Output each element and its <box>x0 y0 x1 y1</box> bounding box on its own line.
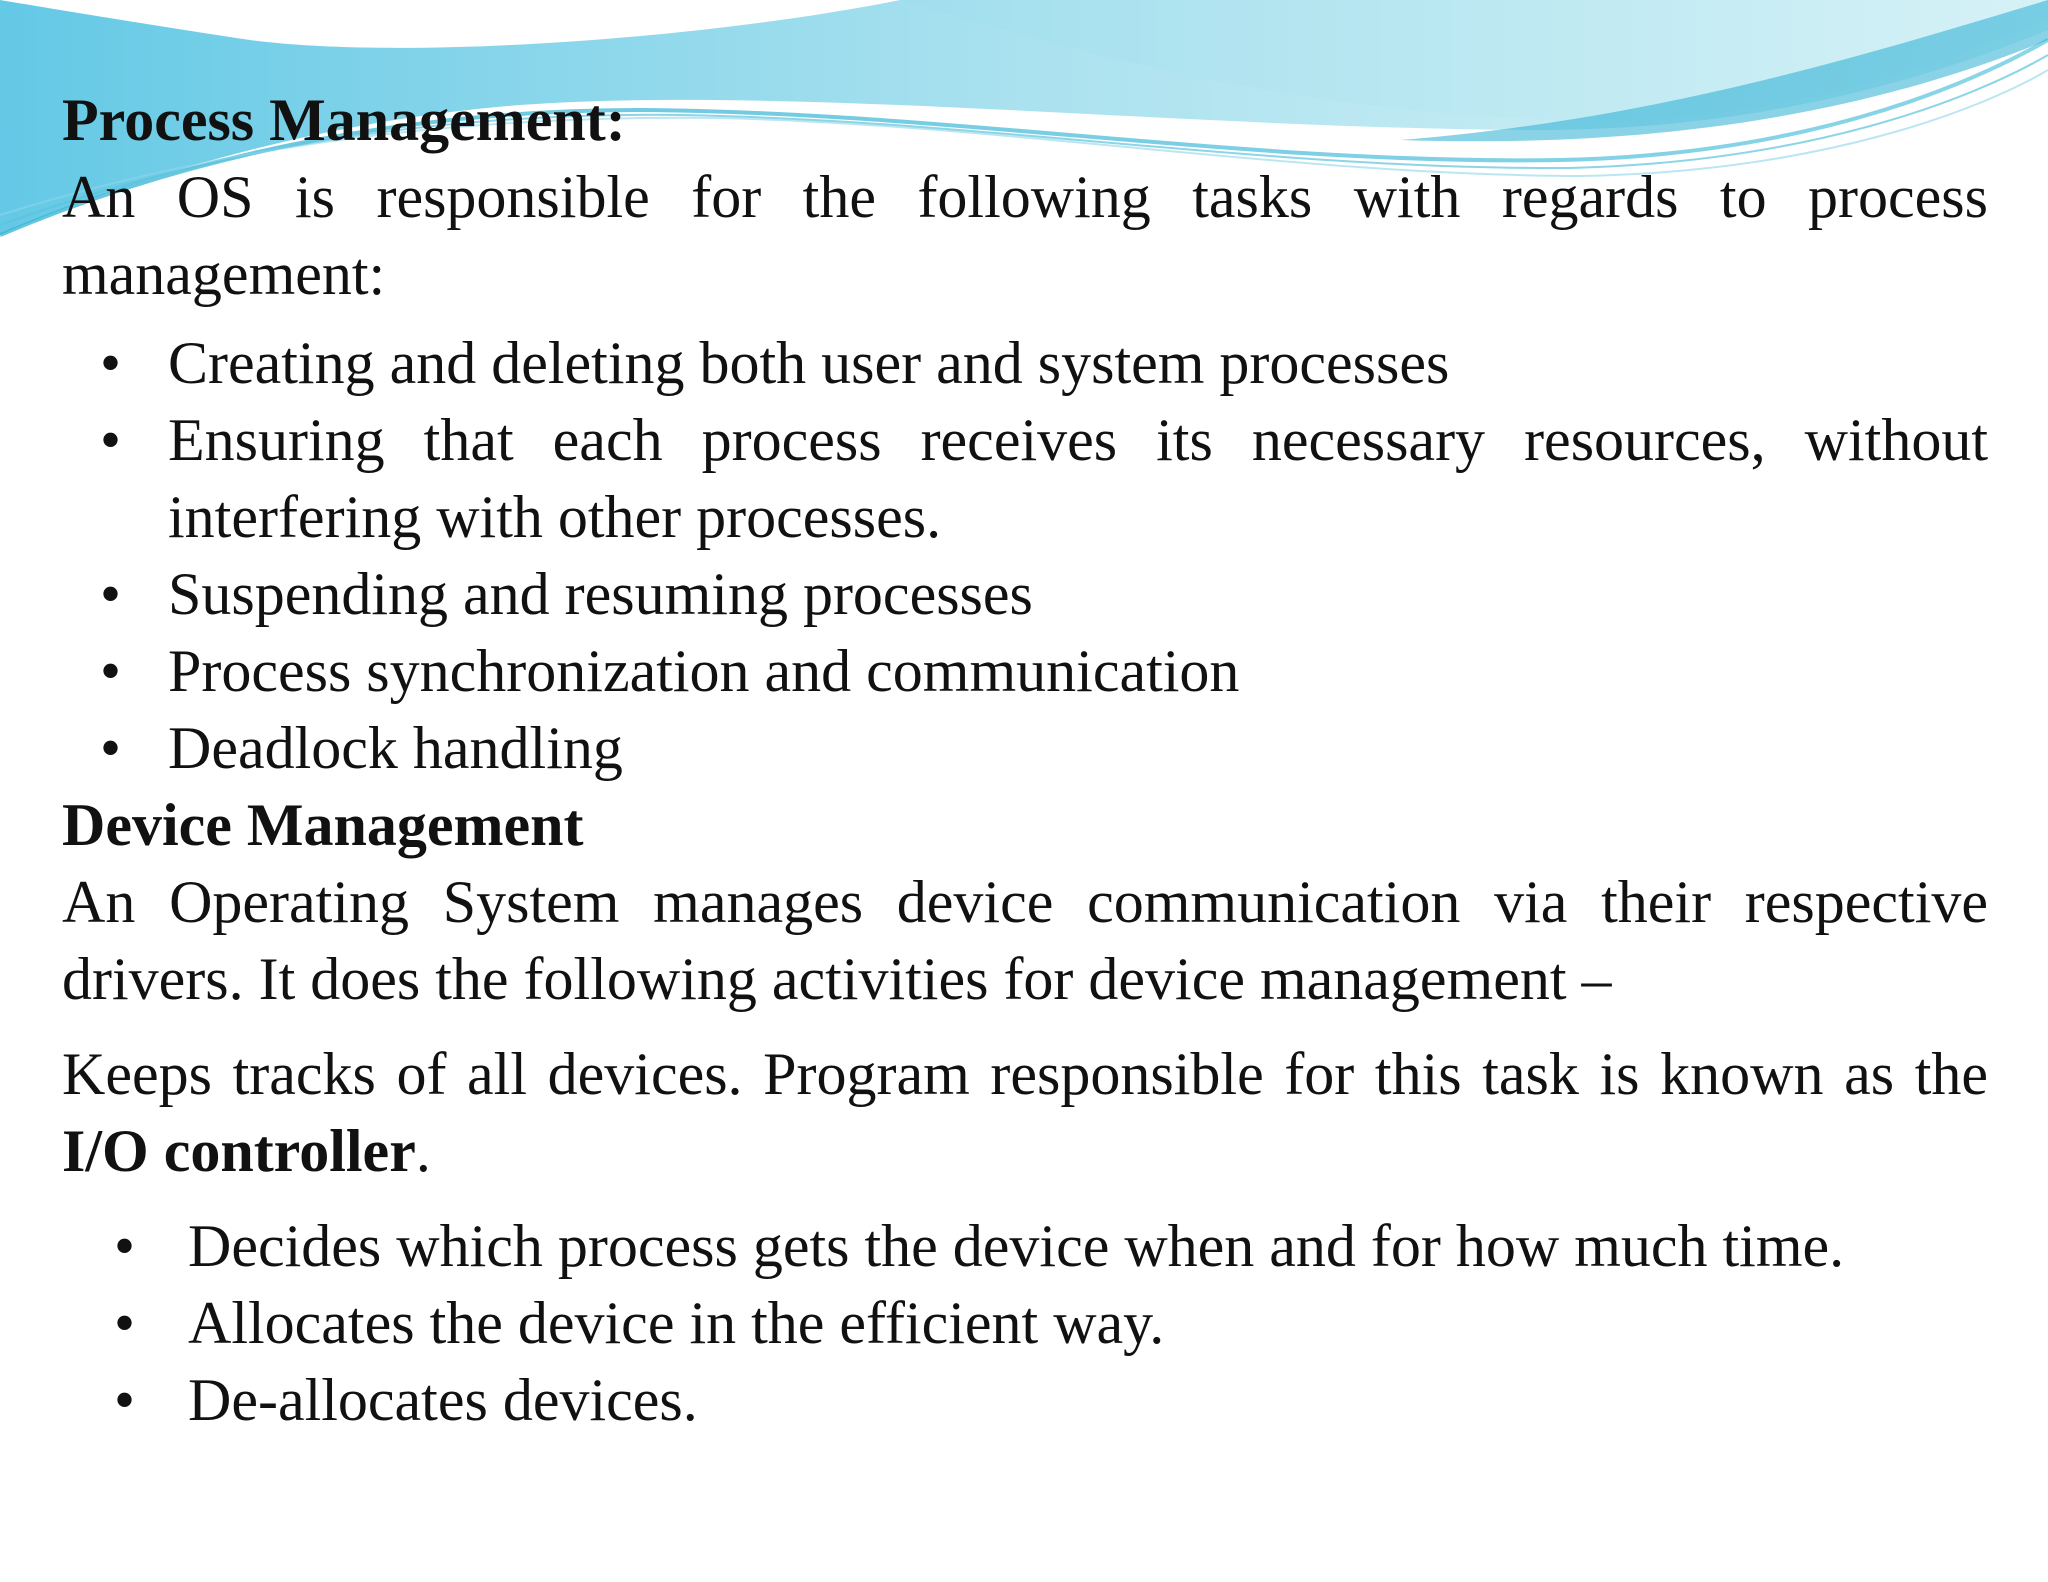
list-item: • De-allocates devices. <box>62 1362 1988 1439</box>
slide-content <box>62 82 1988 1439</box>
list-item: • Suspending and resuming processes <box>62 556 1988 633</box>
process-management-intro: An OS is responsible for the following tasks with regards to process management: <box>62 164 1988 307</box>
list-item: • Process synchronization and communication <box>62 633 1988 710</box>
bullet-icon: • <box>114 1213 136 1279</box>
io-controller-paragraph: Keeps tracks of all devices. Program responsible for this task is known as the I/O controller. <box>62 1041 1988 1184</box>
list-item: • Creating and deleting both user and system processes <box>62 325 1988 402</box>
bullet-icon: • <box>100 561 122 627</box>
bullet-icon: • <box>114 1367 136 1433</box>
device-management-intro: An Operating System manages device communication via their respective drivers. It does the following activities for device management – <box>62 869 1988 1012</box>
process-tasks-list <box>62 325 1988 787</box>
bullet-icon: • <box>100 715 122 781</box>
list-item: • Decides which process gets the device when and for how much time. <box>62 1208 1988 1285</box>
list-item: • Deadlock handling <box>62 710 1988 787</box>
bullet-icon: • <box>114 1290 136 1356</box>
io-controller-term: I/O controller <box>62 1118 416 1184</box>
list-item: • Allocates the device in the efficient way. <box>62 1285 1988 1362</box>
bullet-icon: • <box>100 407 122 473</box>
device-activities-list <box>62 1208 1988 1439</box>
bullet-icon: • <box>100 638 122 704</box>
device-management-heading: Device Management <box>62 792 584 858</box>
list-item: • Ensuring that each process receives its necessary resources, without interfering with other processes. <box>62 402 1988 556</box>
process-management-heading: Process Management: <box>62 87 626 153</box>
bullet-icon: • <box>100 330 122 396</box>
